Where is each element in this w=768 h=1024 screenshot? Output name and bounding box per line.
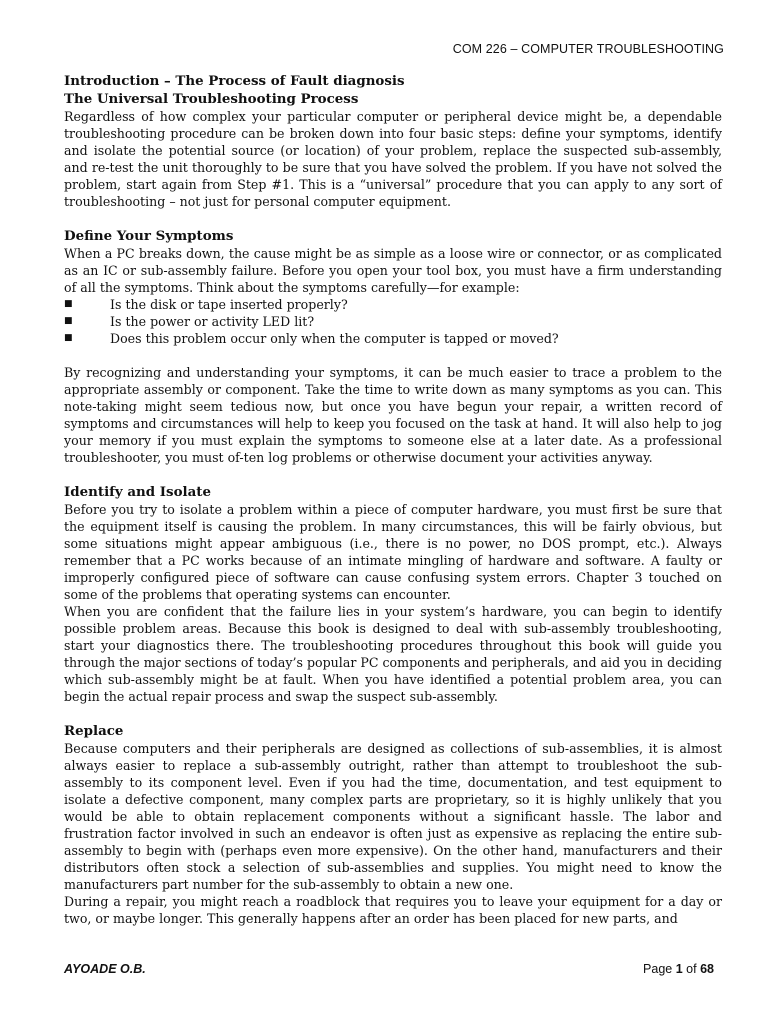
define-heading: Define Your Symptoms: [64, 228, 234, 244]
list-item-text: Is the disk or tape inserted properly?: [110, 297, 348, 312]
define-paragraph-2: By recognizing and understanding your symptoms, it can be much easier to trace a problem to the appropriate assembly or component. Take the time to write down as many symptoms as you can. This note-taking might seem tedious now, but once you have begun your repair, a written record of symptoms and circumstances will help to keep you focused on the task at hand. It will also help to jog your memory if you must explain the symptoms to someone else at a later date. As a professional troubleshooter, you must of-ten log problems or otherwise document your activities anyway.: [64, 365, 722, 465]
intro-subtitle: The Universal Troubleshooting Process: [64, 91, 359, 107]
intro-paragraph: Regardless of how complex your particular computer or peripheral device might be, a dependable troubleshooting procedure can be broken down into four basic steps: define your symptoms, identify and isolate the potential source (or location) of your problem, replace the suspected sub-assembly, and re-test the unit thoroughly to be sure that you have solved the problem. If you have not solved the problem, start again from Step #1. This is a “universal” procedure that you can apply to any sort of troubleshooting – not just for personal computer equipment.: [64, 109, 722, 209]
of-word: of: [686, 962, 697, 976]
identify-paragraph-1: Before you try to isolate a problem within a piece of computer hardware, you must first be sure that the equipment itself is causing the problem. In many circumstances, this will be fairly obvious, but some situations might appear ambiguous (i.e., there is no power, no DOS prompt, etc.). Always remember that a PC works because of an intimate mingling of hardware and software. A faulty or improperly configured piece of software can cause confusing system errors. Chapter 3 touched on some of the problems that operating systems can encounter.: [64, 502, 722, 602]
identify-section: [64, 483, 722, 705]
page-word: Page: [643, 962, 673, 976]
intro-section: [64, 72, 722, 210]
define-paragraph-1: When a PC breaks down, the cause might be as simple as a loose wire or connector, or as complicated as an IC or sub-assembly failure. Before you open your tool box, you must have a firm understanding of all the symptoms. Think about the symptoms carefully—for example:: [64, 246, 722, 295]
list-item: [64, 330, 722, 347]
list-item: [64, 313, 722, 330]
define-section: [64, 227, 722, 466]
symptom-list: [64, 296, 722, 347]
replace-heading: Replace: [64, 723, 124, 739]
square-bullet-icon: ■: [64, 333, 73, 343]
page-number: [643, 962, 714, 976]
running-header: COM 226 – COMPUTER TROUBLESHOOTING: [452, 42, 724, 56]
page-content: [64, 72, 722, 927]
page-total: 68: [700, 962, 714, 976]
intro-title: Introduction – The Process of Fault diagnosis: [64, 73, 405, 89]
list-item-text: Does this problem occur only when the computer is tapped or moved?: [110, 331, 559, 346]
square-bullet-icon: ■: [64, 316, 73, 326]
replace-paragraph-2: During a repair, you might reach a roadblock that requires you to leave your equipment for a day or two, or maybe longer. This generally happens after an order has been placed for new parts, and: [64, 894, 722, 926]
replace-paragraph-1: Because computers and their peripherals are designed as collections of sub-assemblies, it is almost always easier to replace a sub-assembly outright, rather than attempt to troubleshoot the sub-assembly to its component level. Even if you had the time, documentation, and test equipment to isolate a defective component, many complex parts are proprietary, so it is highly unlikely that you would be able to obtain replacement components without a significant hassle. The labor and frustration factor involved in such an endeavor is often just as expensive as replacing the entire sub-assembly to begin with (perhaps even more expensive). On the other hand, manufacturers and their distributors often stock a selection of sub-assemblies and supplies. You might need to know the manufacturers part number for the sub-assembly to obtain a new one.: [64, 741, 722, 892]
identify-paragraph-2: When you are confident that the failure lies in your system’s hardware, you can begin to identify possible problem areas. Because this book is designed to deal with sub-assembly troubleshooting, start your diagnostics there. The troubleshooting procedures throughout this book will guide you through the major sections of today’s popular PC components and peripherals, and aid you in deciding which sub-assembly might be at fault. When you have identified a potential problem area, you can begin the actual repair process and swap the suspect sub-assembly.: [64, 604, 722, 704]
footer-author: AYOADE O.B.: [64, 962, 146, 976]
list-item: [64, 296, 722, 313]
replace-section: [64, 722, 722, 927]
identify-heading: Identify and Isolate: [64, 484, 211, 500]
list-item-text: Is the power or activity LED lit?: [110, 314, 315, 329]
square-bullet-icon: ■: [64, 299, 73, 309]
page-current: 1: [675, 962, 683, 976]
